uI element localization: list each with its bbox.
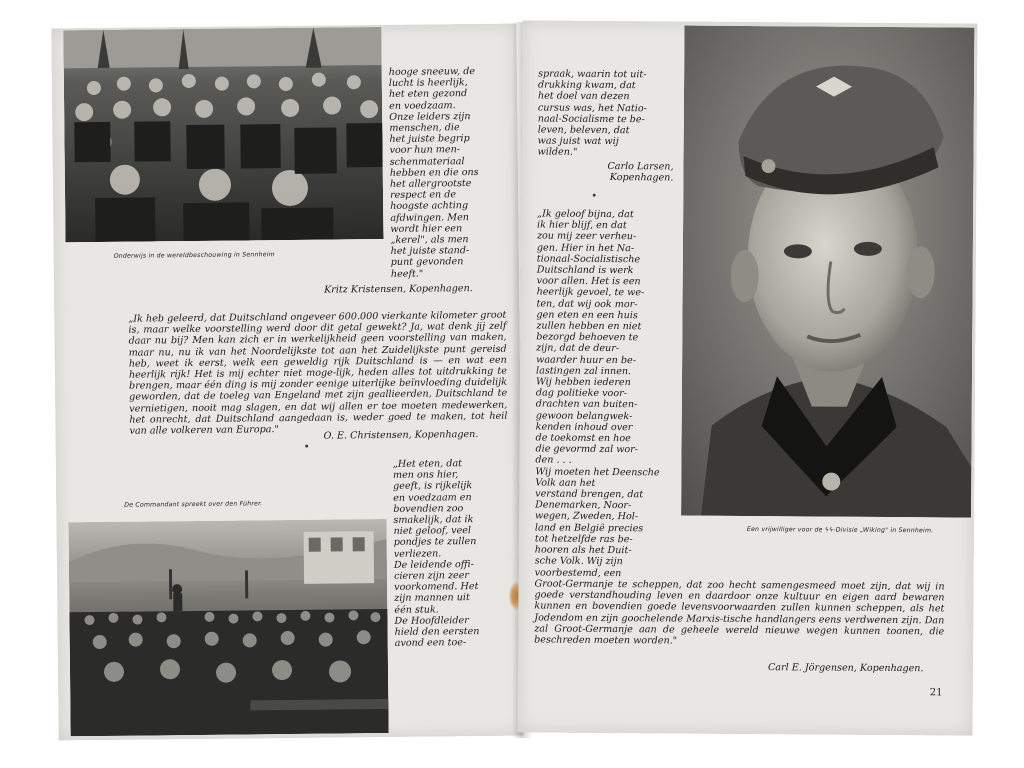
- caption-portrait: Een vrijwilliger voor de ϟϟ-Divisie „Wiking" in Sennheim.: [746, 525, 934, 535]
- photo-classroom-soldiers: [63, 27, 383, 242]
- caption-commandant: De Commandant spreekt over den Führer.: [124, 500, 263, 509]
- signature-jorgensen: Carl E. Jörgensen, Kopenhagen.: [767, 662, 924, 675]
- caption-classroom: Onderwijs in de wereldbeschouwing in Sennheim: [113, 251, 275, 260]
- signature-larsen: Carlo Larsen, Kopenhagen.: [607, 161, 674, 184]
- separator-dot: •: [591, 190, 598, 202]
- photo-portrait-volunteer: [681, 26, 974, 518]
- paragraph-jorgensen: Groot-Germanje te scheppen, dat zoo hecht samengesmeed moet zijn, dat wij in goede verstandhouding leven en daardoor onze kultuur en eigen aard bewaren kunnen en bovendien goede levensvoorwaarden zullen kunnen scheppen, als het Jodendom en zijn goochelende Marxis-tische handlangers eens verdwenen zijn. Dan zal Groot-Germanje aan de geheele wereld nieuwe wegen kunnen toonen, die beschreden moeten worden.": [534, 578, 945, 647]
- paragraph-christensen: „Ik heb geleerd, dat Duitschland ongeveer 600.000 vierkante kilometer groot is, maar welke voorstelling werd door dit getal gewekt? Ja, wat denk jij zelf daar nu bij? Men kan zich er in werkelijkheid geen voorstelling van maken, maar nu, nu ik van het Noordelijkste tot aan het Zuidelijkste punt gereisd heb, weet ik eerst, welk een geweldig rijk Duitschland is — en wat een heerlijk rijk! Het is mij echter niet moge-lijk, heden alles tot uitdrukking te brengen, maar één ding is mij zonder eenige uiterlijke beïnvloeding duidelijk geworden, dat de toeleg van Engeland met zijn geallieerden, Duitschland te vernietigen, nooit mag slagen, en dat wij allen er toe moeten medewerken, het onrecht, dat Duitschland aangedaan is, weder goed te maken, tot heil van alle volkeren van Europa.": [128, 309, 508, 437]
- signature-kristensen: Kritz Kristensen, Kopenhagen.: [323, 283, 473, 296]
- page-number: 21: [929, 687, 943, 699]
- right-column-text-mid: „Ik geloof bijna, dat ik hier blijf, en dat zou mij zeer verheu- gen. Hier in het Na- tionaal-Socialistische Duitschland is werk voor allen. Het is een heerlijk gevoel, te we- ten, dat wij ook mor- gen eten en een huis zullen hebben en niet bezorgd behoeven te zijn, dat de deur- waarder huur en be- lastingen zal innen. Wij hebben iederen dag politieke voor- drachten van buiten- gewoon belangwek- kenden inhoud over de toekomst en hoe die gevormd zal wor- den . . . Wij moeten het Deensche Volk aan het verstand brengen, dat Denemarken, Noor- wegen, Zweden, Hol- land en België precies tot hetzelfde ras be- hooren als het Duit- sche Volk. Wij zijn voorbestemd, een: [534, 208, 660, 579]
- separator-dot: •: [303, 441, 310, 453]
- photo-commandant-speech: [68, 519, 388, 736]
- left-column-text: hooge sneeuw, de lucht is heerlijk, het eten gezond en voedzaam. Onze leiders zijn menschen, die het juiste begrip voor hun men- schenmateriaal hebben en die ons het allergrootste respect en de hoogste achting afdwingen. Men wordt hier een „kerel", als men het juiste stand- punt gevonden heeft.": [388, 66, 479, 280]
- left-column-text-bottom: „Het eten, dat men ons hier, geeft, is rijkelijk en voedzaam en bovendien zoo smakelijk, dat ik niet geloof, veel pondjes te zullen verliezen. De leidende offi- cieren zijn zeer voorkomend. Het zijn mannen uit één stuk. De Hoofdleider hield den eersten avond een toe-: [392, 458, 480, 650]
- right-page: [518, 20, 978, 735]
- signature-christensen: O. E. Christensen, Kopenhagen.: [323, 429, 479, 442]
- left-page: [51, 24, 523, 741]
- right-column-text-top: spraak, waarin tot uit- drukking kwam, dat het doel van dezen cursus was, het Natio- naal-Socialisme te be- leven, beleven, dat was juist wat wij wilden.": [537, 68, 647, 159]
